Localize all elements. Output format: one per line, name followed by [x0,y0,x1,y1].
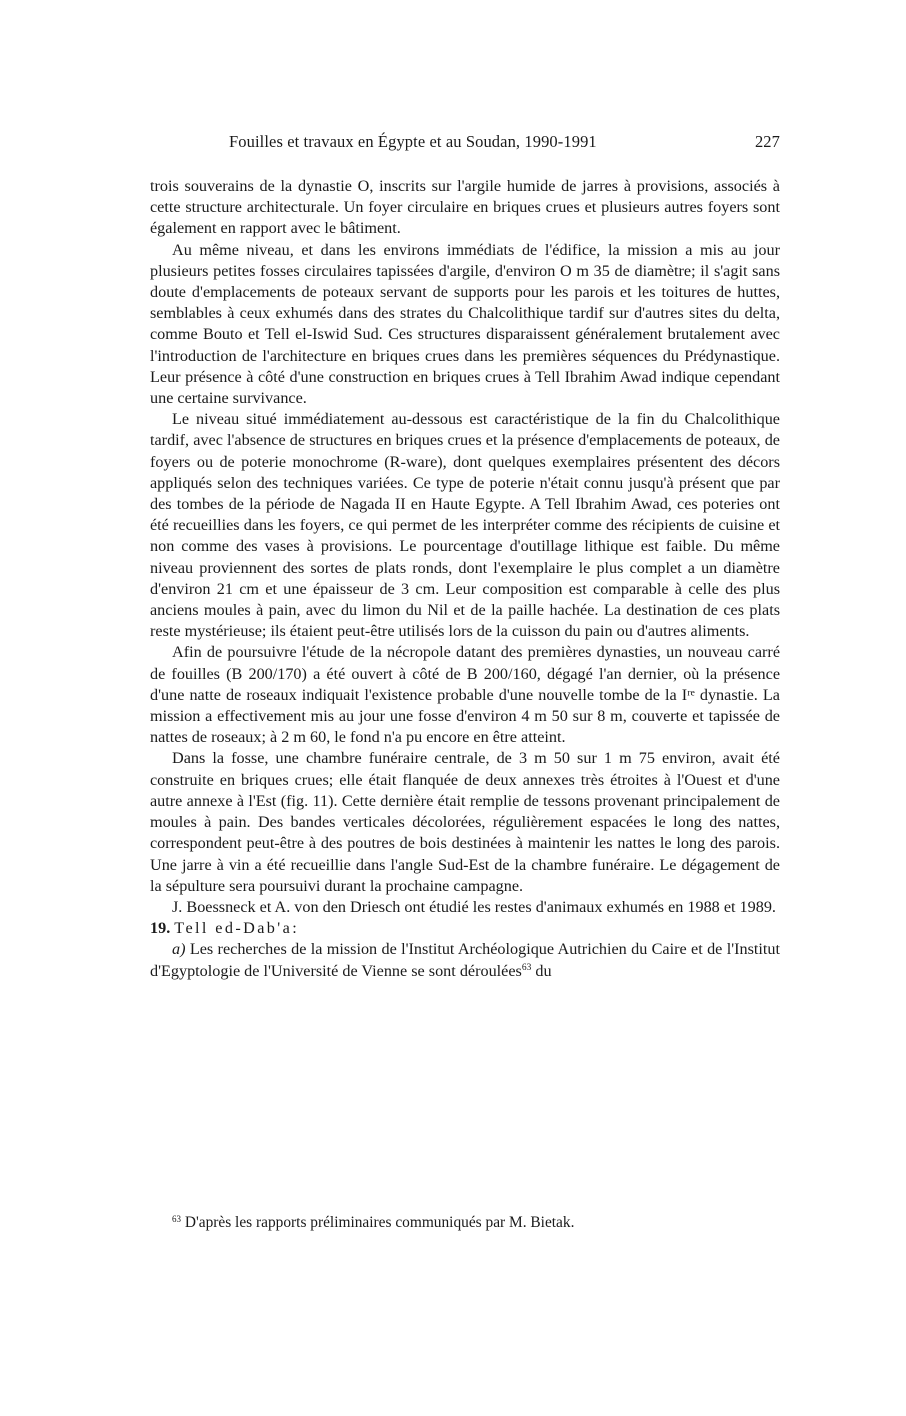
section-title: Tell ed-Dab'a: [174,919,300,938]
paragraph-4: Afin de poursuivre l'étude de la nécropole datant des premières dynasties, un nouveau carré de fouilles (B 200/170) a été ouvert à côté de B 200/160, dégagé l'an dernier, où la présence d'une natte de roseaux indiquait l'existence probable d'une nouvelle tombe de la Iʳᵉ dynastie. La mission a effectivement mis au jour une fosse d'environ 4 m 50 sur 8 m, couverte et tapissée de nattes de roseaux; à 2 m 60, le fond n'a pu encore en être atteint. [150,643,780,747]
page-number: 227 [754,132,780,151]
section-heading [150,918,780,939]
footnote [150,1213,780,1233]
section-number: 19. [150,919,171,938]
paragraph-7-tail: du [531,961,552,980]
running-title: Fouilles et travaux en Égypte et au Soudan, 1990-1991 [229,132,597,151]
paragraph-6: J. Boessneck et A. von den Driesch ont étudié les restes d'animaux exhumés en 1988 et 1989. [172,897,776,916]
paragraph-label: a) [172,940,186,959]
paragraph-1: trois souverains de la dynastie O, inscrits sur l'argile humide de jarres à provisions, associés à cette structure architecturale. Un foyer circulaire en briques crues et plusieurs autres foyers sont également en rapport avec le bâtiment. [150,177,780,238]
paragraph-2: Au même niveau, et dans les environs immédiats de l'édifice, la mission a mis au jour plusieurs petites fosses circulaires tapissées d'argile, d'environ O m 35 de diamètre; il s'agit sans doute d'emplacements de poteaux servant de supports pour les parois et les toitures de huttes, semblables à ceux exhumés dans des strates du Chalcolithique tardif sur d'autres sites du delta, comme Bouto et Tell el-Iswid Sud. Ces structures disparaissent généralement brutalement avec l'introduction de l'architecture en briques crues dans les premières séquences du Prédynastique. Leur présence à côté d'une construction en briques crues à Tell Ibrahim Awad indique cependant une certaine survivance. [150,240,780,408]
footnote-text: D'après les rapports préliminaires communiqués par M. Bietak. [181,1214,575,1231]
paragraph-7-text: Les recherches de la mission de l'Institut Archéologique Autrichien du Caire et de l'Institut d'Egyptologie de l'Université de Vienne se sont déroulées [150,940,780,980]
paragraph-5: Dans la fosse, une chambre funéraire centrale, de 3 m 50 sur 1 m 75 environ, avait été construite en briques crues; elle était flanquée de deux annexes très étroites à l'Ouest et d'une autre annexe à l'Est (fig. 11). Cette dernière était remplie de tessons provenant principalement de moules à pain. Des bandes verticales décolorées, régulièrement espacées le long des nattes, correspondent peut-être à des poutres de bois destinées à maintenir les nattes le long des parois. Une jarre à vin a été recueillie dans l'angle Sud-Est de la chambre funéraire. Le dégagement de la sépulture sera poursuivi durant la prochaine campagne. [150,749,780,895]
footnote-number: 63 [172,1214,181,1224]
main-text [150,176,780,982]
paragraph-3: Le niveau situé immédiatement au-dessous est caractéristique de la fin du Chalcolithique tardif, avec l'absence de structures en briques crues et la présence d'emplacements de poteaux, de foyers ou de poterie monochrome (R-ware), dont quelques exemplaires présentent des décors appliqués selon des techniques variées. Ce type de poterie n'était connu jusqu'à présent que par des tombes de la période de Nagada II en Haute Egypte. A Tell Ibrahim Awad, ces poteries ont été recueillies dans les foyers, ce qui permet de les interpréter comme des récipients de cuisine et non comme des vases à provisions. Le pourcentage d'outillage lithique est faible. Du même niveau proviennent des sortes de plats ronds, dont l'exemplaire le plus complet a un diamètre d'environ 21 cm et une épaisseur de 3 cm. Leur composition est comparable à celle des plus anciens moules à pain, avec du limon du Nil et de la paille hachée. La destination de ces plats reste mystérieuse; ils étaient peut-être utilisés lors de la cuisson du pain ou d'autres aliments. [150,410,780,641]
paragraph-7 [150,939,780,981]
footnote-reference[interactable]: 63 [521,962,532,973]
